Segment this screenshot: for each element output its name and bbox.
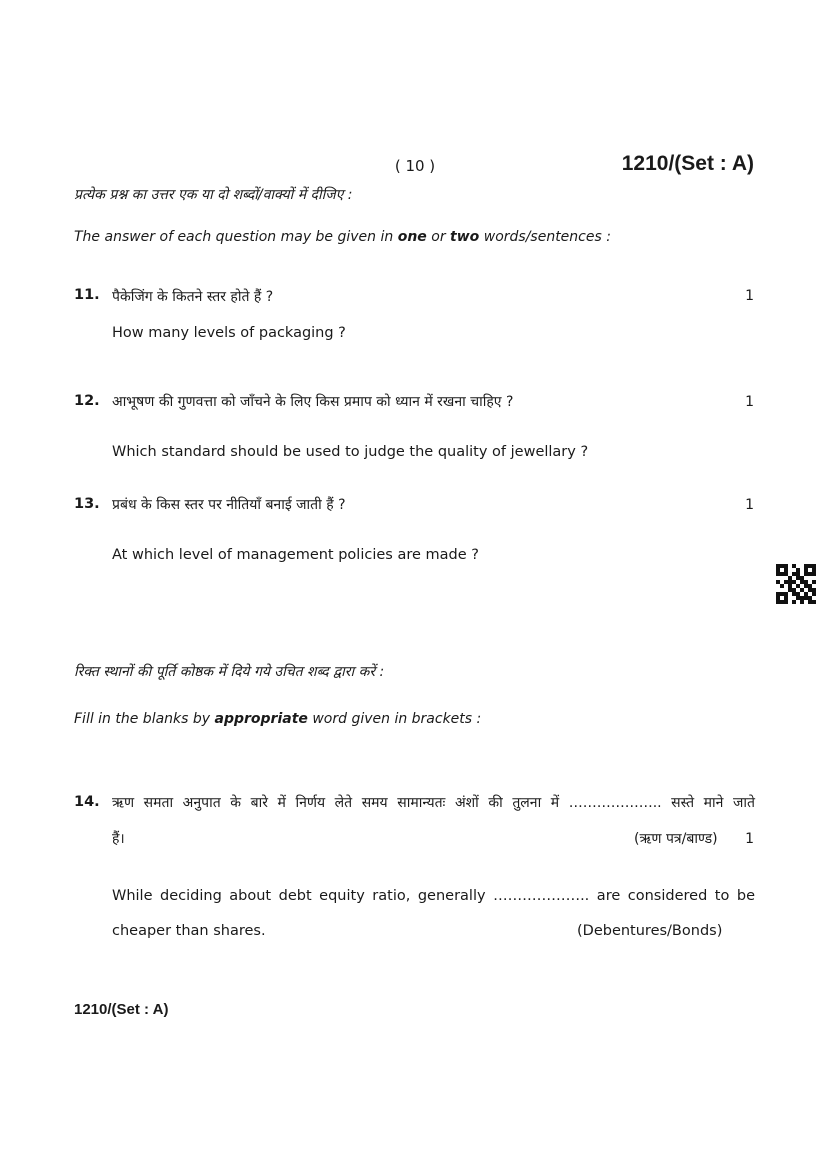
question-number: 14. <box>74 794 100 810</box>
instr-text: words/sentences : <box>479 229 611 245</box>
answer-options-hindi: (ऋण पत्र/बाण्ड) <box>634 831 718 847</box>
question-text-english: Which standard should be used to judge the quality of jewellary ? <box>112 444 589 460</box>
instr-emphasis-appropriate: appropriate <box>214 711 308 727</box>
question-text-hindi-line2: हैं। <box>112 831 125 847</box>
question-text-hindi: प्रबंध के किस स्तर पर नीतियाँ बनाई जाती हैं ? <box>112 497 346 513</box>
question-text-hindi-line1: ऋण समता अनुपात के बारे में निर्णय लेते समय सामान्यतः अंशों की तुलना में ……………….. सस्ते माने जाते <box>112 795 755 811</box>
question-text-english-line1: While deciding about debt equity ratio, generally ……………….. are considered to be <box>112 888 755 904</box>
question-text-english: How many levels of packaging ? <box>112 325 346 341</box>
question-text-hindi: पैकेजिंग के कितने स्तर होते हैं ? <box>112 289 274 305</box>
question-number: 13. <box>74 496 100 512</box>
instr-text: Fill in the blanks by <box>74 711 215 727</box>
section1-instruction-english <box>74 229 611 245</box>
question-marks: 1 <box>745 288 754 304</box>
answer-options-english: (Debentures/Bonds) <box>577 923 723 939</box>
section2-instruction-hindi: रिक्त स्थानों की पूर्ति कोष्ठक में दिये गये उचित शब्द द्वारा करें : <box>74 664 385 680</box>
instr-text: The answer of each question may be given in <box>74 229 398 245</box>
section2-instruction-english <box>74 711 481 727</box>
section1-instruction-hindi: प्रत्येक प्रश्न का उत्तर एक या दो शब्दों/वाक्यों में दीजिए : <box>74 187 353 203</box>
set-code-header: 1210/(Set : A) <box>621 152 754 175</box>
question-text-english: At which level of management policies are made ? <box>112 547 479 563</box>
page-number: ( 10 ) <box>394 157 436 175</box>
instr-emphasis-one: one <box>397 229 427 245</box>
question-text-hindi: आभूषण की गुणवत्ता को जाँचने के लिए किस प्रमाप को ध्यान में रखना चाहिए ? <box>112 394 514 410</box>
question-marks: 1 <box>745 394 754 410</box>
instr-text: or <box>426 229 451 245</box>
question-text-english-line2: cheaper than shares. <box>112 923 266 939</box>
qr-code <box>776 564 816 604</box>
set-code-footer: 1210/(Set : A) <box>74 1001 169 1018</box>
question-number: 12. <box>74 393 100 409</box>
instr-text: word given in brackets : <box>307 711 482 727</box>
question-marks: 1 <box>745 831 754 847</box>
question-marks: 1 <box>745 497 754 513</box>
question-number: 11. <box>74 287 100 303</box>
instr-emphasis-two: two <box>450 229 480 245</box>
